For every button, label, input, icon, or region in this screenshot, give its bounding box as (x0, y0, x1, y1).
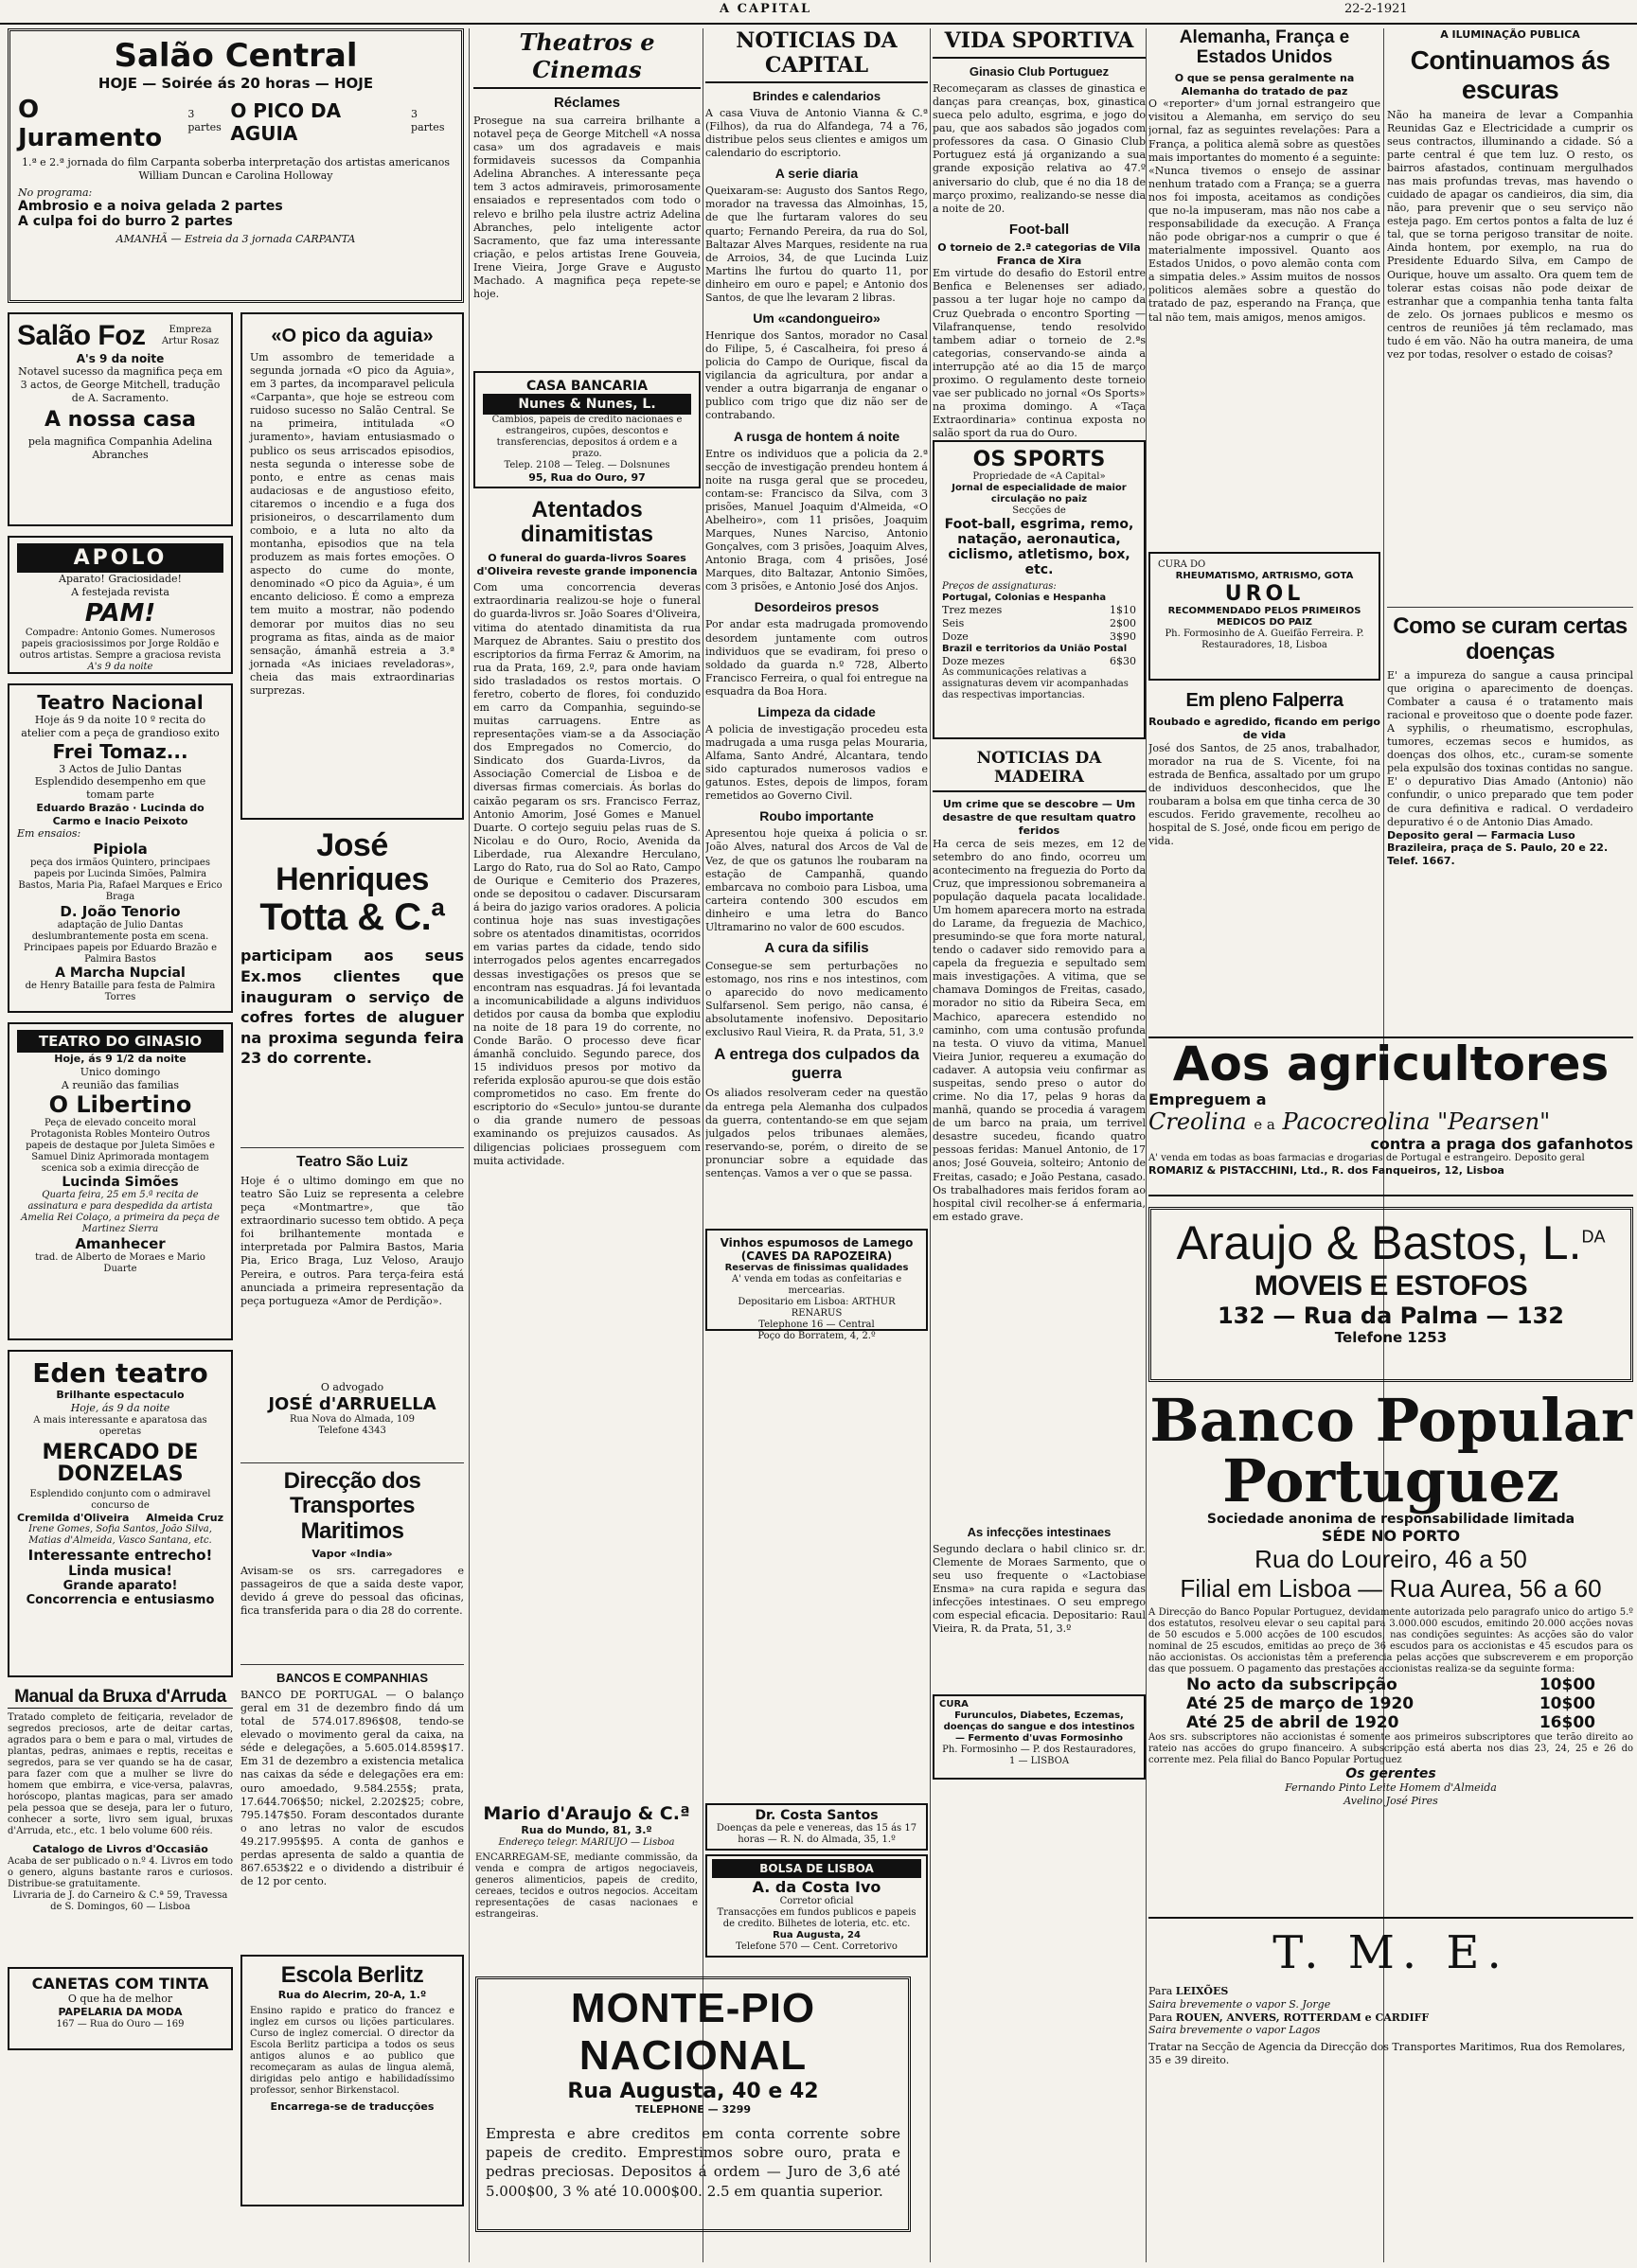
ad-costa-santos (705, 1803, 928, 1851)
pico-text: Um assombro de temeridade a segunda jornada «O pico da Aguia», em 3 partes, da incomparavel pelicula «Carpanta», que hoje se estreou com ruidoso sucesso no Salão Central. Se na primeira, intitulada «O juramento», haviam entusiasmado o publico os seus arriscados episodios, nesta segunda o interesse sobe de ponto, e entre as cenas mais audaciosas e de angustioso efeito, citaremos o incendio e a fuga dos prisioneiros, o descarrilamento dum comboio, e a luta no alto da montanha, episodios que na tela produzem as mais fortes emoções. O aspecto do cume do monte, denominado «O pico da Aguia», é um encanto delicioso. É como a empreza tem muito a mostrar, não podendo demorar por muitos dias no seu programa as fitas, ainda as de maior sensação, ámanhã estreia a 3.ª jornada «As iniciaes reveladoras», cheia das mais extraordinarias surprezas. (250, 351, 454, 697)
eden-text: A mais interessante e aparatosa das operetas (33, 1414, 207, 1437)
ginasio-line: A reunião das familias (61, 1078, 180, 1091)
tn-play: Frei Tomaz... (52, 739, 188, 763)
tme-dest: LEIXÕES (1175, 1985, 1229, 1997)
noticias-masthead: NOTICIAS DA CAPITAL (705, 28, 928, 83)
article-pico-da-aguia (240, 312, 464, 820)
film-title-2: O PICO DA AGUIA (230, 99, 342, 145)
manual-text: Tratado completo de feitiçaria, revelador de segredos preciosos, arte de deitar cartas, agrados para o bem e para o mal, virtudes de plantas, pedras, animaes e reptis, receitas e segredos, para se ver quando se ha de casar, para fazer com que a mulher se livre do homem que embirra, e vice-versa, palavras, horóscopo, plantas magicas, para ser amado pela pessoa que se deseja, para ler o futuro, conhecer a sorte, livro sem igual, bruxas d'Arruda, etc., etc. 1 belo volume 600 réis. (8, 1712, 233, 1836)
eden-sub: Brilhante espectaculo (56, 1389, 185, 1401)
column-vida-sportiva (933, 28, 1146, 1789)
header-rule (0, 23, 1637, 25)
montepio-text: Empresta e abre creditos em conta corrente sobre papeis de credito. Emprestimos sobre ouro, prata e pedras preciosas. Depositos á ordem — Juro de 3,6 até 5.000$00, 3 % até 10.000$00. 2.5 em quantia superior. (486, 2124, 900, 2200)
tn-play3: D. João Tenorio (60, 903, 181, 920)
transportes-vapor: Vapor «India» (311, 1548, 393, 1561)
agricultores-against: contra a praga dos gafanhotos (1370, 1135, 1633, 1153)
vinhos-sub: Reservas de finissimas qualidades (724, 1263, 909, 1274)
column-theatros (473, 28, 701, 1556)
tme-dest: ROUEN, ANVERS, ROTTERDAM e CARDIFF (1175, 2011, 1430, 2024)
page-header (0, 0, 1637, 25)
vinhos-addr: Poço do Borratem, 4, 2.º (757, 1331, 876, 1341)
price-row (942, 630, 1136, 644)
price-row (942, 655, 1136, 668)
os-sports-list: Foot-ball, esgrima, remo, natação, aeronautica, ciclismo, atletismo, box, etc. (944, 517, 1134, 578)
eden-hora: Hoje, ás 9 da noite (70, 1401, 170, 1414)
film-title: O Juramento (18, 96, 163, 152)
vida-subheading: O torneio de 2.ª categorias de Vila Franca de Xira (937, 240, 1141, 267)
noticias-heading: Um «candongueiro» (753, 310, 881, 327)
banco-payment-label: Até 25 de março de 1920 (1186, 1694, 1415, 1714)
doencas-title: Como se curam certas doenças (1393, 612, 1628, 665)
banco-payment-value: 16$00 (1539, 1713, 1595, 1733)
alemanha-text: O «reporter» d'um jornal estrangeiro que visitou a Alemanha, em serviço do seu jornal, faz as seguintes revelações: Para a França, a politica alemã sobre as questões mais importantes do momento é a seguinte: «Nunca tivemos o ensejo de assinar nenhum tratado com a França; se a guerra nos foi imposta, aceitamos as condições que no-la impuseram, mas não nos cabe a responsabilidade da execução. A França não pode obrigar-nos a cumprir o que é materialmente impossivel. Quanto aos Estados Unidos, o povo alemão conta com a simpatia deles.» Assim muitos de nossos politicos alemães sobre a questão do tratado de paz, esperando na França, que tal não tem, mais amigos, menos amigos. (1148, 97, 1380, 324)
ad-canetas (8, 1967, 233, 2050)
apolo-title: APOLO (17, 543, 223, 573)
salao-central-title: Salão Central (114, 37, 358, 75)
ginasio-name: Lucinda Simões (62, 1175, 179, 1191)
noticias-text: Queixaram-se: Augusto dos Santos Rego, morador na travessa das Almoinhas, 15, de que lhe furtaram valores do seu quarto; Fernando Pereira, da rua do Sol, Baltazar Alves Marques, residente na rua de Arroios, 34, de que Lucinda Luiz Martins lhe furtou do quarto 11, por dinheiro em ouro e papel; e Antonio dos Santos, de que lhe levaram 2 libras. (705, 185, 928, 304)
fermento-text: Furunculos, Diabetes, Eczemas, doenças do sangue e dos intestinos — Fermento d'uvas Formosinho (943, 1710, 1135, 1744)
advogado-title: O advogado (320, 1381, 384, 1393)
eden-name: Almeida Cruz (146, 1511, 223, 1524)
noticias-text: Apresentou hoje queixa á policia o sr. João Alves, natural dos Arcos de Val de Vez, de que os gatunos lhe roubaram na estação de Campanhã, quando embarcava no comboio para Lisboa, uma carteira contendo 300 escudos em dinheiro e uma letra do Banco Ultramarino no valor de 600 escudos. (705, 827, 928, 933)
apolo-show: PAM! (84, 598, 156, 628)
ad-tme (1148, 1926, 1633, 2234)
costa-santos-text: Doenças da pele e venereas, das 15 ás 17 horas — R. N. do Almada, 35, 1.º (716, 1823, 917, 1845)
falperra-sub: Roubado e agredido, ficando em perigo de vida (1148, 716, 1380, 742)
ad-salao-foz (8, 312, 233, 526)
tme-para: Para (1148, 2011, 1173, 2024)
advogado-tel: Telefone 4343 (318, 1425, 386, 1436)
bolsa-tel: Telefone 570 — Cent. Corretorivo (736, 1941, 898, 1952)
bancos-text: BANCO DE PORTUGAL — O balanço geral em 31 de dezembro findo dá um total de 574.017.896$08, tendo-se elevado o movimento geral da caixa, na séde e delegações, a 5.605.014.859$17. Em 31 de dezembro a existencia metalica nas caixas da séde e delegações era em: ouro amoedado, 9.584.255$; prata, 17.644.706$50; nickel, 2.202$25; cobre, 795.147$50. Foram descontados durante o ano letras no valor de escudos 49.217.995$95. A conta de ganhos e perdas apresenta de saldo a quantia de 867.653$22 e o dividendo a distribuir é de 12 por cento. (240, 1689, 464, 1888)
noticias-text: Consegue-se sem perturbações no estomago, nos rins e nos intestinos, com o aparecido do novo medicamento Sulfarsenol. Sem perigo, não cansa, é absolutamente inofensivo. Depositario exclusivo Raul Vieira, R. da Prata, 51, 3.º (705, 959, 928, 1039)
noticias-text: A casa Viuva de Antonio Vianna & C.ª (Filhos), da rua do Alfandega, 74 a 76, distribue pelos seus clientes e amigos um calendario do escriptorio. (705, 107, 928, 160)
os-sports-precos: Preços de assignaturas: (942, 581, 1057, 593)
theatros-masthead: Theatros e Cinemas (473, 28, 701, 89)
programa-item: Ambrosio e a noiva gelada 2 partes (18, 199, 283, 215)
os-sports-note: As communicações relativas a assignaturas devem vir acompanhadas das respectivas importancias. (942, 667, 1129, 701)
ad-bolsa (705, 1854, 928, 1958)
eden-title: Eden teatro (32, 1357, 208, 1389)
sao-luiz-title: Teatro São Luiz (296, 1154, 408, 1170)
ad-apolo (8, 536, 233, 674)
casa-bancaria-name: Nunes & Nunes, L. (483, 394, 691, 415)
price-row (942, 604, 1136, 617)
price-label: Seis (942, 617, 965, 630)
os-sports-sec: Secções de (1012, 505, 1066, 517)
montepio-tel: TELEPHONE — 3299 (634, 2103, 752, 2116)
tme-title: T. M. E. (1272, 1926, 1509, 1979)
araujo-sub: MOVEIS E ESTOFOS (1254, 1270, 1528, 1302)
ad-eden (8, 1350, 233, 1677)
ginasio-line: Hoje, ás 9 1/2 da noite (54, 1053, 187, 1065)
os-sports-sub: Propriedade de «A Capital» (972, 471, 1106, 483)
column-noticias (705, 28, 928, 1340)
madeira-text: Ha cerca de seis mezes, em 12 de setembro do ano findo, ocorreu um acontecimento na freguezia do Porto da Cruz, que impressionou sobremaneira a população daquela pacata localidade. Um homem aparecera morto na estrada do Larame, da freguezia de Machico, presumindo-se que fora morte natural, tendo o cadaver sido removido para a capela da freguezia e sepultado sem mais investigações. A vitima, que se chamava Domingos de Freitas, casado, morador no sitio da Ribeira Seca, em Machico, aparecera estendido no caminho, com uma contusão profunda na testa. O viuvo da vitima, Manuel Vieira Junior, requereu a exumação do cadaver. A autopsia veiu confirmar as suspeitas, sendo preso o autor do crime. No dia 17, pelas 9 horas da manhã, quando se procedia á varagem de um barco na praia, um terrivel desastre sucedeu, ficando quatro pessoas feridas: Manuel Antonio, de 17 anos; José Gouveia, solteiro; Antonio de Freitas, casado; e João Pestana, casado. Os trabalhadores mais feridos foram ao hospital civil recolher-se á enfermaria, em estado grave. (933, 837, 1146, 1223)
agricultores-text: A' venda em todas as boas farmacias e drogarias de Portugal e estrangeiro. Deposito geral (1148, 1153, 1585, 1163)
salao-foz-hora: A's 9 da noite (76, 352, 165, 365)
banco-sub: Sociedade anonima de responsabilidade limitada (1206, 1512, 1575, 1528)
programa-label: No programa: (18, 186, 93, 199)
film-desc: 1.ª e 2.ª jornada do film Carpanta soberba interpretação dos artistas americanos William Duncan e Carolina Holloway (21, 156, 451, 182)
noticias-text: Por andar esta madrugada promovendo desordem juntamente com outros individuos que se evadiram, foi preso o soldado da guarda n.º 728, Alberto Francisco Ferreira, o qual foi entregue na esquadra da Boa Hora. (705, 618, 928, 698)
totta-name: José Henriques (276, 827, 429, 897)
price-label: Trez mezes (942, 604, 1003, 617)
araujo-da: DA (1581, 1227, 1606, 1247)
noticias-heading: Desordeiros presos (754, 599, 880, 615)
banco-gerente: Fernando Pinto Leite Homem d'Almeida (1285, 1781, 1497, 1795)
montepio-title: MONTE-PIO NACIONAL (570, 1985, 816, 2079)
atentados-title: Atentados dinamitistas (520, 497, 654, 548)
film-parts: 3 partes (187, 108, 222, 133)
vinhos-tel: Telephone 16 — Central (758, 1320, 875, 1331)
atentados-text: Com uma concorrencia deveras extraordinaria realizou-se hoje o funeral do guarda-livros sr. João Soares d'Oliveira, vitima do atentado dinamitista da rua Marquez de Abrantes. Saiu o prestito dos escriptorios da firma Ferraz & Amorim, na rua da Prata, 169, 2.º, para onde haviam sido trasladados os restos mortais. O feretro, coberto de flores, foi conduzido em carro da Companhia, seguindo-se muitas carruagens. Entre as representações viam-se a da Associação dos Empregados no Comercio, do Sindicato dos Guarda-Livros, da Associação Comercial de Lisboa e de diversas firmas comerciais. Ás borlas do caixão pegaram os srs. Francisco Ferraz, Antonio Amorim, José Gomes e Manuel Duarte. O cortejo seguiu pelas ruas de S. Nicolau e do Ouro, Rocio, Avenida da Liberdade, rua Alexandre Herculano, Largo do Rato, rua do Sol ao Rato, Campo de Ourique e Cemiterio dos Prazeres, onde se depositou o cadaver. Discursaram á beira do jazigo varios oradores. A policia continua hoje nas suas investigações sobre os atentados dinamitistas, ocorridos em varias partes da cidade, tendo sido interrogados pelos agentes encarregados dessas investigações os presos que se encontram nas esquadras. Já foi levantada a incomunicabilidade a alguns individuos detidos por causa da bomba que explodiu na noite de 18 para 19 do corrente, no Conde Barão. O processo deve ficar ámanhã concluido. Segundo parece, dos 15 individuos presos por motivo da referida explosão apurou-se que dois estão comprometidos no caso. Em frente do escriptorio do «Seculo» juntou-se durante o dia grande numero de pessoas examinando os prejuizos causados. As diligencias policiaes prosseguem com muita actividade. (473, 581, 701, 1167)
banco-payment-row (1148, 1713, 1633, 1732)
urol-cura: CURA DO (1158, 559, 1206, 571)
article-bancos (240, 1671, 464, 1955)
costa-santos-title: Dr. Costa Santos (755, 1808, 879, 1823)
bolsa-addr: Rua Augusta, 24 (773, 1930, 861, 1940)
banco-payment-row (1148, 1694, 1633, 1713)
totta-text: participam aos seus Ex.mos clientes que inauguram o serviço de cofres fortes de aluguer na proxima segunda feira 23 do corrente. (240, 947, 464, 1068)
transportes-text: Avisam-se os srs. carregadores e passageiros de que a saida deste vapor, devido á greve do pessoal das oficinas, fica transferida para o dia 28 do corrente. (240, 1564, 464, 1618)
tn-text3: peça dos irmãos Quintero, principaes papeis por Lucinda Simões, Palmira Bastos, Maria Pia, Rafael Marques e Erico Braga (18, 858, 222, 902)
price-row (942, 617, 1136, 630)
banco-payment-value: 10$00 (1539, 1675, 1595, 1695)
banco-payment-label: Até 25 de abril de 1920 (1186, 1713, 1399, 1733)
ad-vinhos (705, 1229, 928, 1341)
theatres-left (8, 312, 233, 2216)
ad-fermento (933, 1694, 1146, 1780)
banco-title: Banco Popular (1149, 1391, 1632, 1455)
noticias-heading: A entrega dos culpados da guerra (714, 1045, 919, 1083)
vinhos-title: Vinhos espumosos de Lamego (CAVES DA RAPOZEIRA) (720, 1236, 914, 1264)
paper-name: A CAPITAL (720, 2, 812, 16)
price-label: Doze mezes (942, 654, 1005, 667)
advogado-addr: Rua Nova do Almada, 109 (290, 1413, 415, 1425)
salao-foz-by: pela magnifica Companhia Adelina Abranches (27, 435, 213, 461)
vida-heading: Ginasio Club Portuguez (969, 64, 1110, 79)
salao-foz-play: A nossa casa (44, 408, 196, 433)
noticias-heading: A cura da sifilis (764, 939, 869, 956)
banco-payment-value: 10$00 (1539, 1694, 1595, 1714)
ad-manual-bruxa (8, 1687, 233, 1961)
film-parts-2: 3 partes (411, 108, 445, 133)
ginasio-title: TEATRO DO GINASIO (17, 1030, 223, 1053)
bancos-title: BANCOS E COMPANHIAS (276, 1671, 429, 1685)
casa-bancaria-text: Cambios, papeis de credito nacionaes e estrangeiros, cupões, descontos e transferencias, depositos á ordem e a prazo. (491, 415, 683, 459)
ad-banco-popular (1148, 1391, 1633, 1919)
eden-slogan: Grande aparato! (62, 1579, 178, 1594)
atentados-sub: O funeral do guarda-livros Soares d'Oliveira reveste grande imponencia (476, 551, 698, 577)
eden-text2: Esplendido conjunto com o admiravel concurso de (29, 1488, 211, 1511)
banco-title: Portuguez (1222, 1446, 1559, 1515)
advogado-name: JOSÉ d'ARRUELLA (268, 1393, 436, 1414)
banco-sede: SÉDE NO PORTO (1321, 1527, 1461, 1546)
price-label: Doze (942, 629, 969, 643)
noticias-heading: A rusga de hontem á noite (733, 428, 900, 444)
column-alemanha (1148, 28, 1380, 1032)
os-sports-region: Portugal, Colonias e Hespanha (942, 593, 1107, 604)
tn-acts: 3 Actos de Julio Dantas (59, 762, 182, 775)
alemanha-title: Alemanha, França e Estados Unidos (1179, 28, 1350, 67)
madeira-masthead: NOTICIAS DA MADEIRA (933, 749, 1146, 792)
vinhos-deposit: Depositario em Lisboa: ARTHUR RENARUS (738, 1297, 896, 1320)
urol-rec: RECOMMENDADO PELOS PRIMEIROS MEDICOS DO PAIZ (1167, 606, 1361, 629)
catalogo-addr: Livraria de J. do Carneiro & C.ª 59, Travessa de S. Domingos, 60 — Lisboa (12, 1889, 228, 1912)
banco-gerente: Avelino José Pires (1343, 1794, 1438, 1807)
urol-addr: Ph. Formosinho de A. Gueifão Ferreira. P. Restauradores, 18, Lisboa (1165, 629, 1364, 651)
ginasio-line: Unico domingo (80, 1065, 161, 1078)
amanha-line: AMANHÃ — Estreia da 3 jornada CARPANTA (116, 233, 356, 246)
os-sports-sub2: Jornal de especialidade de maior circulação no paiz (952, 483, 1127, 505)
tn-text4: adaptação de Julio Dantas deslumbrantemente posta em scena. Principaes papeis por Eduardo Brazão e Palmira Bastos (23, 920, 218, 965)
escola-addr: Rua do Alecrim, 20-A, 1.º (277, 1989, 427, 2001)
ad-araujo-bastos (1148, 1207, 1633, 1382)
ginasio-text2: Quarta feira, 25 em 5.ª recita de assinatura e para despedida da artista Amelia Rei Colaço, a primeira da peça de Martinez Sierra (21, 1190, 220, 1235)
agricultores-line: Empreguem a (1148, 1090, 1267, 1108)
column-iluminacao (1387, 28, 1633, 1032)
noticias-text: A policia de investigação procedeu esta madrugada a uma rusga pelas Mouraria, Alfama, Santo André, Alcantara, tendo sido capturados numerosos vadios e gatunos. Estes, depois de limpos, foram remetidos ao Governo Civil. (705, 722, 928, 803)
salao-central-line: HOJE — Soirée ás 20 horas — HOJE (98, 75, 374, 92)
ginasio-text: Peça de elevado conceito moral Protagonista Robles Monteiro Outros papeis de destaque por Juleta Simões e Samuel Diniz Aprimorada montagem scenica sob a eximia direcção de (26, 1118, 215, 1175)
ad-escola-berlitz (240, 1955, 464, 2206)
catalogo-text: Acaba de ser publicado o n.º 4. Livros em todo o genero, alguns bastante raros e curiosos. Distribue-se gratuitamente. (8, 1855, 233, 1889)
ad-mario-araujo (475, 1803, 698, 1969)
ginasio-play: O Libertino (48, 1091, 192, 1119)
tn-text5: de Henry Bataille para festa de Palmira Torres (25, 981, 216, 1002)
doencas-text: E' a impureza do sangue a causa principal que origina o aparecimento de doenças. Combater a causa é o tratamento mais racional e proveitoso que o doente pode fazer. A syphilis, o rheumatismo, escrophulas, tumores, eczemas secos e humidos, as doenças dos olhos, etc., curam-se somente pela expulsão dos toxinas contidas no sangue. E' o depurativo Dias Amado (Antonio) não confundir, o unico preparado que tem poder de cura definitiva e radical. O verdadeiro depurativo é o de Antonio Dias Amado. (1387, 668, 1633, 828)
urol-product: UROL (1224, 582, 1305, 607)
article-sao-luiz (240, 1154, 464, 1381)
casa-bancaria-tel: Telep. 2108 — Teleg. — Dolsnunes (504, 460, 670, 470)
price-value: 6$30 (1110, 654, 1136, 667)
tme-para: Para (1148, 1985, 1173, 1997)
noticias-heading: Roubo importante (759, 808, 874, 824)
canetas-shop: PAPELARIA DA MODA (58, 2005, 183, 2018)
price-value: 3$90 (1110, 629, 1136, 643)
casa-bancaria-addr: 95, Rua do Ouro, 97 (528, 471, 646, 484)
canetas-title: CANETAS COM TINTA (31, 1975, 209, 1993)
agricultores-products (1148, 1108, 1633, 1135)
tn-ensaios: Em ensaios: (17, 827, 81, 841)
column-divider (930, 28, 931, 2262)
apolo-line: A festejada revista (71, 585, 169, 598)
eden-name: Cremilda d'Oliveira (17, 1511, 130, 1524)
tme-route1 (1148, 1985, 1633, 1998)
price-value: 2$00 (1110, 617, 1136, 630)
madeira-text2: Segundo declara o habil clinico sr. dr. Clemente de Moraes Sarmento, que o seu uso frequente o «Lactobiase Ensma» na cura rapida e segura das infecções intestinaes. O seu emprego com especial eficacia. Depositario: Raul Vieira, R. da Prata, 51, 3.º (933, 1542, 1146, 1636)
ad-agricultores (1148, 1037, 1633, 1196)
apolo-text: Compadre: Antonio Gomes. Numerosos papeis graciosissimos por Jorge Roldão e outros artistas. Sempre a graciosa revista (19, 627, 222, 661)
eden-slogan: Interessante entrecho! (27, 1547, 213, 1565)
vida-masthead: VIDA SPORTIVA (933, 28, 1146, 59)
noticias-heading: A serie diaria (774, 166, 859, 182)
agricultores-product: Pacocreolina "Pearsen" (1282, 1108, 1551, 1135)
banco-text2: Aos srs. subscriptores não accionistas é somente aos primeiros subscriptores que terão direito ao rateio nas accões do grupo financeiro. A subscripção está aberta nos dias 23, 24, 25 e 26 do corrente mez. Pela filial do Banco Popular Portuguez (1148, 1732, 1633, 1766)
canetas-addr: 167 — Rua do Ouro — 169 (56, 2018, 185, 2029)
os-sports-region2: Brazil e territorios da União Postal (942, 643, 1128, 654)
agricultores-and: e a (1254, 1116, 1275, 1133)
madeira-heading2: As infecções intestinaes (967, 1524, 1112, 1539)
mario-text: ENCARREGAM-SE, mediante commissão, da venda e compra de artigos negociaveis, generos alimenticios, papeis de credito, cereaes, tecidos e outros negocios. Acceitam representações de casas nacionaes e estrangeiras. (475, 1852, 698, 1920)
salao-foz-text: Notavel sucesso da magnifica peça em 3 actos, de George Mitchell, tradução de A. Sacramento. (18, 365, 222, 404)
araujo-title-row (1159, 1215, 1623, 1270)
casa-bancaria-title: CASA BANCARIA (525, 379, 649, 394)
apolo-line: Aparato! Graciosidade! (59, 573, 182, 585)
fermento-cura: CURA (939, 1698, 969, 1710)
banco-addr: Rua do Loureiro, 46 a 50 (1254, 1545, 1527, 1574)
urol-list: RHEUMATISMO, ARTRISMO, GOTA (1175, 571, 1354, 582)
tme-line: Saira brevemente o vapor S. Jorge (1148, 1997, 1331, 2011)
theatres-right (240, 312, 464, 2216)
notice-transportes (240, 1469, 464, 1658)
bolsa-sub: Corretor oficial (779, 1896, 854, 1906)
vida-text: Em virtude do desafio do Estoril entre Benfica e Belenenses ser adiado, passou a ter lugar hoje no campo da Cruz Quebrada o encontro Sporting — Vilafranquense, tendo resolvido tambem adiar o torneio de 2.ªs categorias, conservando-se ainda a interrupção até ao dia 15 de março proximo. O regulamento deste torneio vae ser publicado no jornal «Os Sports» na proxima domingo. A «Taça Extraordinaria» continua exposta no salão sport da rua do Ouro. (933, 267, 1146, 440)
escola-title: Escola Berlitz (280, 1962, 424, 1988)
fermento-addr: Ph. Formosinho — P. dos Restauradores, 1 — LISBOA (942, 1744, 1136, 1766)
mario-tel: Endereço telegr. MARIUJO — Lisboa (498, 1836, 675, 1848)
column-divider (469, 28, 470, 2262)
araujo-title: Araujo & Bastos, L. (1176, 1216, 1582, 1269)
falperra-text: José dos Santos, de 25 anos, trabalhador, morador na rua de S. Vicente, foi na estrada de Benfica, assaltado por um grupo de individuos desconhecidos, que lhe roubaram a bolsa em que tinha cerca de 30 escudos. Ferido gravemente, recolheu ao hospital de S. José, onde ficou em perigo de vida. (1148, 741, 1380, 848)
doencas-deposit: Deposito geral — Farmacia Luso Brazileira, praça de S. Paulo, 20 e 22. Telef. 1667. (1387, 828, 1609, 868)
araujo-tel: Telefone 1253 (1334, 1329, 1448, 1346)
tme-text: Tratar na Secção de Agencia da Direcção dos Transportes Maritimos, Rua dos Remolares, 35 e 39 direito. (1148, 2041, 1626, 2066)
eden-slogan: Linda musica! (68, 1564, 172, 1580)
alemanha-sub: O que se pensa geralmente na Alemanha do tratado de paz (1174, 71, 1355, 97)
theatros-text: Prosegue na sua carreira brilhante a notavel peça de George Mitchell «A nossa casa» um dos agradaveis e mais formidaveis sucessos da Companhia Adelina Abranches. A interessante peça tem 3 actos admiraveis, primorosamente ensaiados e representados com todo o relevo e brilho pela ilustre actriz Adelina Abranches, pelo inteligente actor Sacramento, que faz uma interessante criação, e pelos artistas Irene Gouveia, Irene Vieira, Jorge Grave e Augusto Machado. A magnifica peça repete-se hoje. (473, 115, 701, 301)
vida-heading: Foot-ball (1008, 221, 1070, 238)
ad-totta (240, 829, 464, 1142)
noticias-heading: Brindes e calendarios (752, 89, 881, 103)
catalogo-title: Catalogo de Livros d'Occasião (32, 1843, 208, 1855)
tme-route2 (1148, 2011, 1633, 2025)
ad-salao-central (8, 28, 464, 303)
ginasio-credits: trad. de Alberto de Moraes e Mario Duarte (35, 1252, 205, 1275)
ad-casa-bancaria (473, 371, 701, 488)
tn-play4: A Marcha Nupcial (55, 966, 186, 981)
noticias-text: Entre os individuos que a policia da 2.ª secção de investigação prendeu hontem á noite na rusga geral que se procedeu, contam-se: Francisco da Silva, com 3 prisões, Manuel Joaquim d'Almeida, «O Abelheiro», com 11 prisões, Joaquim Marques, Nunes Narciso, Antonio Gonçalves, com 3 prisões, Joaquim Alves, Antonio Braga, com 4 prisões, José Marques, dito Baltazar, Antonio Simões, com 3 prisões, e Antonio José dos Anjos. (705, 447, 928, 594)
theatros-sub: Réclames (553, 95, 621, 111)
iluminacao-text: Não ha maneira de levar a Companhia Reunidas Gaz e Electricidade a cumprir os seus contractos, illuminando a cidade. Só a parte central é que tem luz. O resto, os bairros afastados, continuam mergulhados nas mais profundas trevas, mas havendo o cuidado de apagar os candieiros, dia sim, dia não, para prevenir que o seu serviço não esteja pago. Em certos pontos a falta de luz é tal, que se torna perigoso transitar de noite. Ainda hontem, por exemplo, na rua do Presidente Eduardo Silva, em Campo de Ourique, houve um assalto. Ora quem tem de tolerar estas coisas não pode deixar de estranhar que a companhia tenha tanta falta de zelo. Os jornaes publicos e mesmo os centros de reuniões já têm reclamado, mas tudo é em vão. Não ha outra maneira, de uma vez por todas, resolver o estado de coisas? (1387, 108, 1633, 361)
escola-footer: Encarrega-se de traducções (270, 2100, 435, 2113)
pico-title: «O pico da aguia» (271, 326, 434, 346)
salao-foz-empresa: Empreza Artur Rosaz (161, 325, 220, 346)
salao-foz-title: Salão Foz (17, 320, 146, 351)
madeira-heading: Um crime que se descobre — Um desastre de que resultam quatro feridos (942, 798, 1136, 837)
agricultores-product: Creolina (1148, 1108, 1247, 1135)
agricultores-addr: ROMARIZ & PISTACCHINI, Ltd., R. dos Fanqueiros, 12, Lisboa (1148, 1164, 1504, 1177)
iluminacao-kicker: A ILUMINAÇÃO PUBLICA (1440, 28, 1580, 41)
vinhos-text: A' venda em todas as confeitarias e mercearias. (731, 1274, 902, 1297)
eden-cast: Irene Gomes, Sofia Santos, João Silva, Matias d'Almeida, Vasco Santana, etc. (28, 1524, 212, 1547)
ad-advogado (240, 1381, 464, 1457)
mario-addr: Rua do Mundo, 81, 3.º (521, 1824, 652, 1836)
price-value: 1$10 (1110, 604, 1136, 617)
vida-text: Recomeçaram as classes de ginastica e danças para creanças, box, ginastica sueca pelo adulto, esgrima, e jogo do pau, que aos sabados são jogados com professores da casa. O Ginasio Club Portuguez está já organizando a sua grande exposição relativa ao 47.º aniversario do club, que é no dia 18 de março proximo, realizando-se nesse dia a noite de 20. (933, 82, 1146, 215)
eden-play: MERCADO DE DONZELAS (42, 1440, 199, 1486)
banco-payment-label: No acto da subscripção (1186, 1675, 1397, 1695)
bolsa-text: Transacções em fundos publicos e papeis de credito. Bilhetes de loteria, etc. etc. (717, 1907, 916, 1929)
banco-text: A Direcção do Banco Popular Portuguez, devidamente autorizada pelo paragrafo unico do artigo 5.º dos estatutos, resolveu elevar o seu capital para 3.000.000 escudos, emitindo 20.000 acções novas de 50 escudos e 5.000 acções de 100 escudos, nas condições seguintes: As acções são do valor nominal de 25 escudos, emitidas ao preço de 36 escudos para os accionistas e 45 escudos para os não accionistas. Os accionistas têm a preferencia pelas acções que subscreverem e em proporção das que possuem. O pagamento das prestações accionistas realiza-se da seguinte forma: (1148, 1607, 1633, 1675)
ginasio-play2: Amanhecer (75, 1235, 166, 1253)
manual-title: Manual da Bruxa d'Arruda (8, 1687, 233, 1709)
tn-cast: Eduardo Brazão · Lucinda do Carmo e Inacio Peixoto (36, 801, 205, 827)
ad-os-sports (933, 440, 1146, 739)
ad-teatro-nacional (8, 683, 233, 1013)
falperra-title: Em pleno Falperra (1185, 690, 1343, 712)
sao-luiz-text: Hoje é o ultimo domingo em que no teatro São Luiz se representa a celebre peça «Montmartre», que tão extraordinario sucesso tem obtido. A peça foi brilhantemente montada e interpretada por Palmira Bastos, Maria Pia, Erico Braga, Luz Veloso, Araujo Pereira, e outros. Para terça-feira está anunciada a primeira representação da peça portugueza «Amor de Perdição». (240, 1175, 464, 1307)
banco-addr: Filial em Lisboa — Rua Aurea, 56 a 60 (1180, 1574, 1602, 1604)
montepio-addr: Rua Augusta, 40 e 42 (567, 2080, 819, 2103)
tme-line: Saira brevemente o vapor Lagos (1148, 2024, 1321, 2037)
transportes-title: Direcção dos Transportes Maritimos (283, 1468, 421, 1544)
banco-gerentes: Os gerentes (1345, 1766, 1436, 1782)
agricultores-title: Aos agricultores (1172, 1037, 1610, 1091)
tn-text: Hoje ás 9 da noite 10 º recita do atelier com a peça de grandioso exito (21, 714, 220, 739)
bolsa-title: BOLSA DE LISBOA (712, 1859, 921, 1878)
bolsa-name: A. da Costa Ivo (752, 1878, 881, 1896)
ad-urol (1148, 552, 1380, 681)
noticias-text: Os aliados resolveram ceder na questão da entrega pela Alemanha dos culpados da guerra, contentando-se em que sejam julgados pelos tribunaes alemães, reservando-se, porém, o direito de se pronunciar sobre a equidade das sentenças. Vamos a ver o que se passa. (705, 1087, 928, 1179)
tn-play2: Pipiola (93, 841, 148, 858)
ad-montepio (475, 1976, 911, 2232)
canetas-line: O que ha de melhor (67, 1993, 173, 2005)
araujo-addr: 132 — Rua da Palma — 132 (1217, 1302, 1565, 1329)
iluminacao-title: Continuamos ás escuras (1410, 45, 1610, 104)
totta-name: Totta & C.ª (259, 896, 445, 939)
column-theatres (8, 28, 464, 2216)
ads-costa-bolsa (705, 1803, 928, 1964)
tn-text2: Esplendido desempenho em que tomam parte (34, 775, 206, 801)
issue-date: 22-2-1921 (1344, 2, 1408, 16)
apolo-hora: A's 9 da noite (87, 661, 153, 672)
column-divider (1146, 28, 1147, 2262)
eden-slogan: Concorrencia e entusiasmo (26, 1593, 215, 1608)
noticias-text: Henrique dos Santos, morador no Casal do Filipe, 5, é Cascalheira, foi preso á policia do Campo de Ourique, fiscal da vigilancia da agricultura, por andar a vender a outra bigarranja de enganar o publico com trigo que diz não ser de contrabando. (705, 329, 928, 422)
noticias-heading: Limpeza da cidade (757, 703, 876, 719)
escola-text: Ensino rapido e pratico do francez e inglez em cursos ou lições particulares. Curso de inglez comercial. O director da Escola Berlitz participa a todos os seus antigos alunos e ao publico que recomeçaram as aulas de lingua alemã, dirigidas pelo antigo e habilidadíssimo professor, senhor Birkenstacol. (250, 2005, 454, 2096)
mario-title: Mario d'Araujo & C.ª (483, 1803, 690, 1824)
banco-payment-row (1148, 1675, 1633, 1694)
os-sports-title: OS SPORTS (972, 448, 1106, 472)
programa-item: A culpa foi do burro 2 partes (18, 214, 233, 230)
teatro-nacional-title: Teatro Nacional (37, 691, 204, 714)
ad-teatro-ginasio (8, 1022, 233, 1340)
